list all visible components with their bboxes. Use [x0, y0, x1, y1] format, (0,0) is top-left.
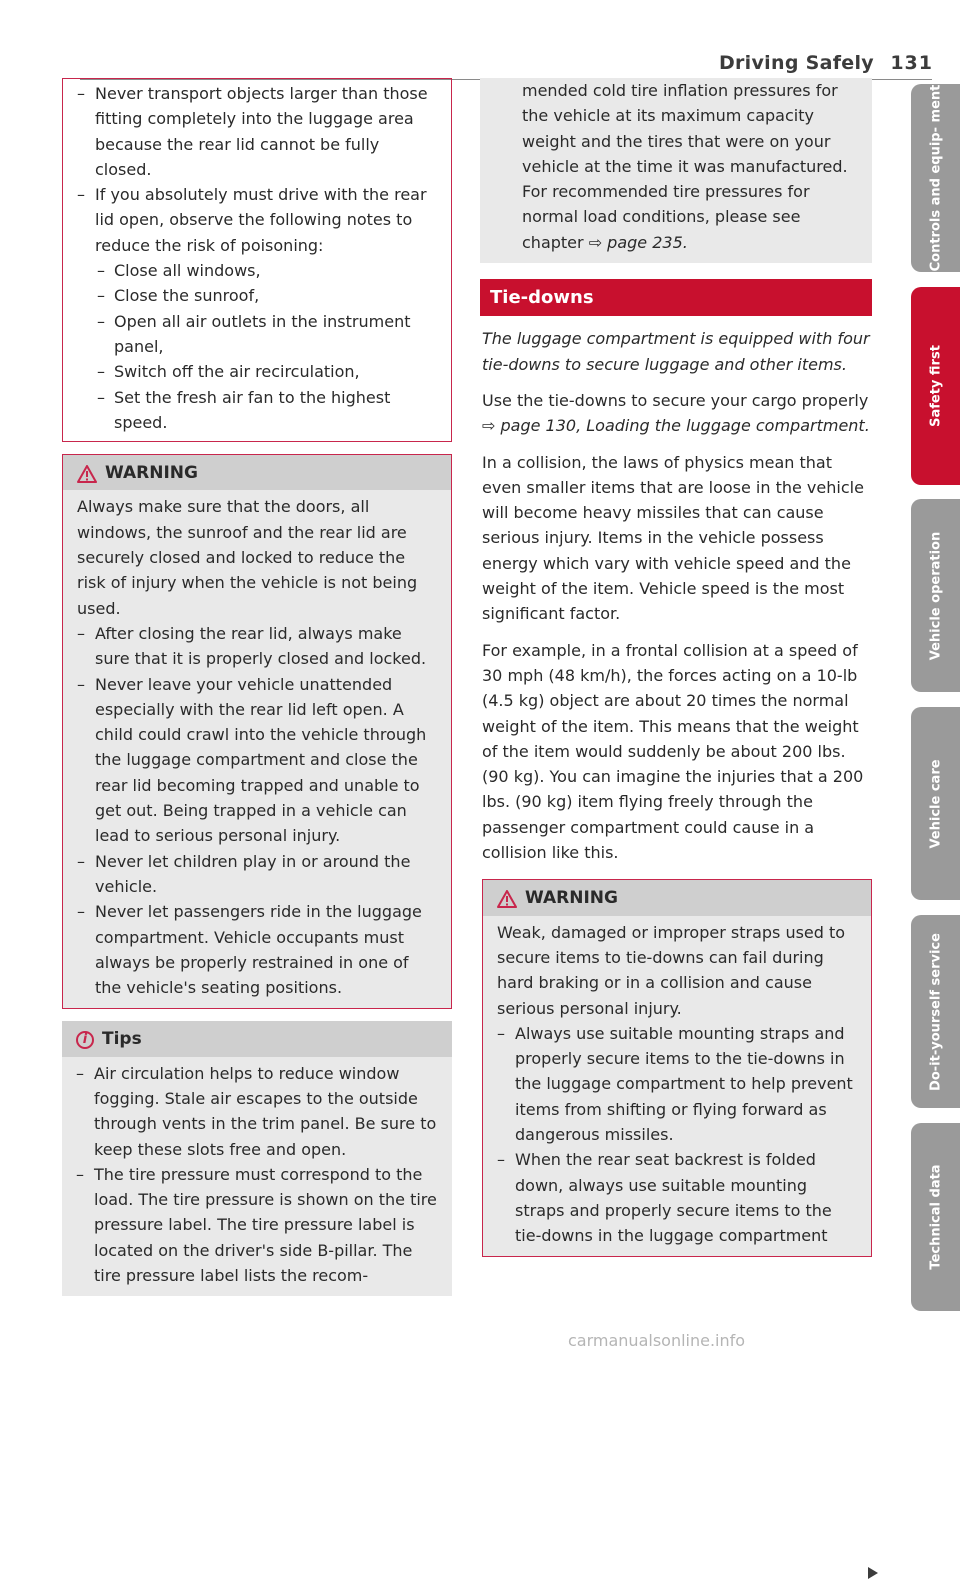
header-title: Driving Safely: [718, 52, 874, 74]
list-item: – Never transport objects larger than those fitting completely into the luggage area because the rear lid cannot be fully closed.: [77, 81, 439, 182]
list-subitem: – Switch off the air recirculation,: [77, 359, 439, 384]
tab-vehicle-care[interactable]: [911, 707, 960, 900]
paragraph-text: Use the tie-downs to secure your cargo properly: [482, 390, 869, 410]
warning-header: [483, 880, 871, 915]
list-item: – The tire pressure must correspond to the load. The tire pressure is shown on the tire pressure label. The tire pressure label is located on the driver's side B-pillar. The tire pressure label lists the recom-: [76, 1162, 438, 1288]
page-number: 131: [890, 52, 933, 74]
list-subitem: – Close the sunroof,: [77, 283, 439, 308]
page-link[interactable]: ⇨ page 130, Loading the luggage compartment.: [482, 416, 870, 436]
right-column: [482, 78, 872, 1257]
list-item: – Never leave your vehicle unattended especially with the rear lid left open. A child could crawl into the vehicle through the luggage compartment and close the rear lid becoming trapped and unable to get out. Being trapped in a vehicle can lead to serious personal injury.: [77, 672, 437, 849]
notes-box: [62, 78, 452, 442]
page-link[interactable]: ⇨ page 235.: [588, 232, 688, 252]
tips-header: [62, 1021, 452, 1056]
list-item: – Always use suitable mounting straps and properly secure items to the tie-downs in the luggage compartment to help prevent items from shifting or flying forward as dangerous missiles.: [497, 1021, 857, 1147]
warning-box: [482, 879, 872, 1257]
continue-arrow-icon: [866, 1566, 880, 1580]
warning-intro: Always make sure that the doors, all windows, the sunroof and the rear lid are securely closed and locked to reduce the risk of injury when the vehicle is not being used.: [77, 497, 418, 618]
warning-intro: Weak, damaged or improper straps used to secure items to tie-downs can fail during hard braking or in a collision and cause serious personal injury.: [497, 922, 846, 1018]
warning-triangle-icon: [77, 465, 97, 483]
continued-text: mended cold tire inflation pressures for the vehicle at its maximum capacity weight and the tires that were on your vehicle at the time it was manufactured. For recommended tire pressures for normal load conditions, please see chapter: [522, 81, 848, 252]
warning-body: [483, 916, 871, 1257]
list-item: – Air circulation helps to reduce window fogging. Stale air escapes to the outside through vents in the trim panel. Be sure to keep these slots free and open.: [76, 1061, 438, 1162]
list-subitem: – Set the fresh air fan to the highest speed.: [77, 385, 439, 436]
tab-do-it-yourself[interactable]: [911, 915, 960, 1108]
paragraph: In a collision, the laws of physics mean that even smaller items that are loose in the vehicle will become heavy missiles that can cause serious injury. Items in the vehicle possess energy which vary with vehicle speed and the weight of the item. Vehicle speed is the most significant factor.: [482, 452, 864, 624]
paragraph: [482, 388, 872, 439]
tab-label: Controls and equip- ment: [928, 84, 943, 272]
warning-title: WARNING: [525, 888, 618, 909]
tips-title: Tips: [102, 1029, 142, 1050]
tips-continued: [480, 78, 872, 263]
list-item: – When the rear seat backrest is folded down, always use suitable mounting straps and properly secure items to the tie-downs in the luggage compartment: [497, 1147, 857, 1248]
tips-body: [62, 1057, 452, 1297]
watermark: carmanualsonline.info: [568, 1331, 746, 1350]
list-item: – Never let children play in or around the vehicle.: [77, 849, 437, 900]
list-subitem: – Close all windows,: [77, 258, 439, 283]
warning-body: [63, 490, 451, 1008]
warning-title: WARNING: [105, 463, 198, 484]
warning-header: [63, 455, 451, 490]
warning-triangle-icon: [497, 890, 517, 908]
tab-label: Vehicle care: [928, 758, 943, 849]
list-item: – If you absolutely must drive with the rear lid open, observe the following notes to reduce the risk of poisoning:: [77, 182, 439, 258]
tab-label: Technical data: [928, 1164, 943, 1270]
tips-continued-text: [522, 78, 858, 255]
tips-box: [62, 1021, 452, 1296]
tab-technical-data[interactable]: [911, 1123, 960, 1311]
list-item: – After closing the rear lid, always make sure that it is properly closed and locked.: [77, 621, 437, 672]
list-item: – Never let passengers ride in the luggage compartment. Vehicle occupants must always be properly restrained in one of the vehicle's seating positions.: [77, 899, 437, 1000]
tab-label: Vehicle operation: [928, 531, 943, 660]
tab-label: Do-it-yourself service: [928, 932, 943, 1091]
warning-box: [62, 454, 452, 1009]
section-title: Tie-downs: [480, 279, 872, 316]
left-column: [62, 78, 452, 1296]
tab-vehicle-operation[interactable]: [911, 499, 960, 692]
tab-controls[interactable]: [911, 84, 960, 272]
paragraph: For example, in a frontal collision at a speed of 30 mph (48 km/h), the forces acting on a 10-lb (4.5 kg) object are about 20 times the normal weight of the item. This means that the weight of the item would suddenly be about 200 lbs. (90 kg). You can imagine the injuries that a 200 lbs. (90 kg) item flying freely through the passenger compartment could cause in a collision like this.: [482, 640, 864, 863]
section-intro: The luggage compartment is equipped with four tie-downs to secure luggage and other items.: [482, 329, 870, 374]
tab-label: Safety first: [928, 345, 943, 427]
list-subitem: – Open all air outlets in the instrument panel,: [77, 309, 439, 360]
info-icon: i: [76, 1031, 94, 1049]
tab-safety-first[interactable]: [911, 287, 960, 485]
